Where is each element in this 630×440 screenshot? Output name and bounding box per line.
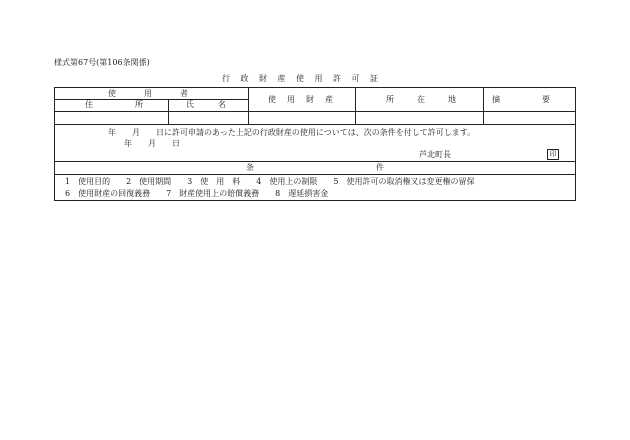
- name-header: 氏名: [186, 100, 250, 109]
- property-location-divider: [355, 88, 356, 124]
- property-header: 使用財産: [268, 95, 344, 104]
- issuer-title: 芦北町長: [419, 150, 451, 159]
- conditions-header: 条件: [246, 163, 506, 172]
- document-title: 行政財産使用許可証: [222, 74, 389, 83]
- permit-form-table: [54, 87, 592, 201]
- conditions-line-1: 1 使用目的 2 使用期間 3 使 用 料 4 使用上の制限 5 使用許可の取消権又は変更権の留保: [65, 177, 475, 186]
- conditions-header-bottom: [55, 174, 575, 175]
- location-header: 所在地: [386, 95, 479, 104]
- permit-date: 年 月 日: [124, 139, 180, 148]
- remarks-header: 摘要: [492, 95, 592, 104]
- address-header: 住所: [85, 100, 185, 109]
- user-header: 使用者: [108, 89, 216, 98]
- form-number: 様式第67号(第106条関係): [54, 58, 150, 67]
- conditions-line-2: 6 使用財産の回復義務 7 財産使用上の賠償義務 8 遅延損害金: [65, 189, 329, 198]
- permit-statement: 年 月 日に許可申請のあった上記の行政財産の使用については、次の条件を付して許可します。: [108, 128, 476, 137]
- seal-mark: 印: [547, 149, 559, 160]
- permit-section-bottom: [55, 161, 575, 162]
- data-row-bottom: [55, 124, 575, 125]
- header-row-bottom: [55, 111, 575, 112]
- location-remarks-divider: [483, 88, 484, 124]
